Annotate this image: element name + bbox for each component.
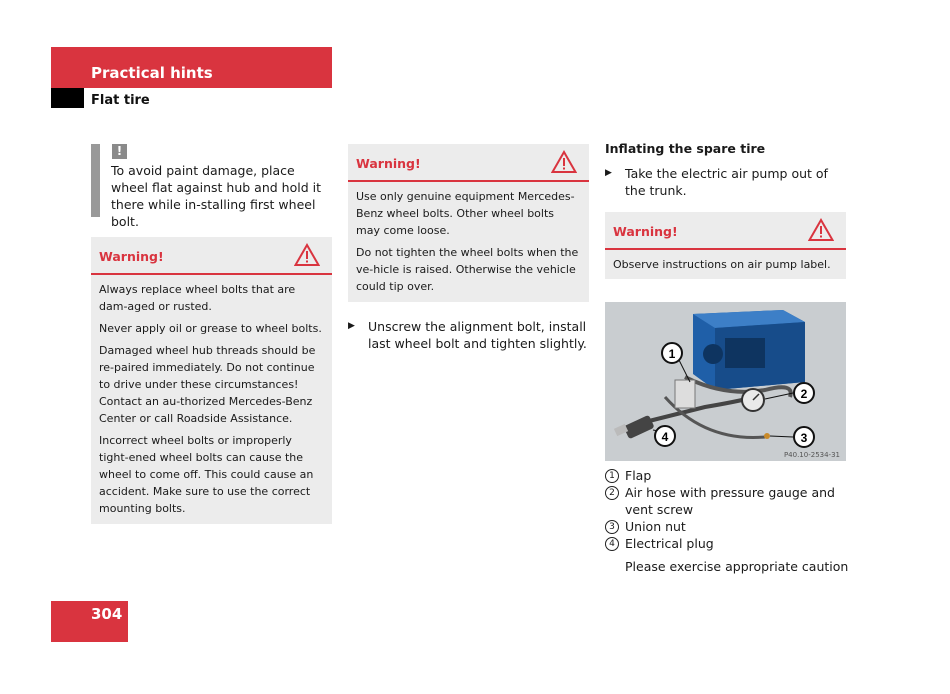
callout-3: [794, 427, 814, 447]
inflating-title: Inflating the spare tire: [605, 141, 766, 156]
figure-legend: [605, 467, 850, 552]
warning-body: [348, 182, 589, 304]
warning-label: Warning!: [613, 224, 678, 239]
svg-text:1: 1: [668, 347, 676, 361]
step-text: Unscrew the alignment bolt, install last wheel bolt and tighten slightly.: [368, 319, 587, 351]
figure-reference: P40.10-2534-31: [783, 451, 840, 459]
legend-number: 3: [605, 520, 619, 534]
warning-body: [605, 250, 846, 282]
legend-item: [605, 467, 850, 484]
warning-triangle-icon: [808, 218, 834, 242]
bullet-arrow-icon: ▶: [348, 321, 355, 331]
page-number: 304: [91, 605, 123, 623]
note-text: To avoid paint damage, place wheel flat against hub and hold it there while in-stalling first wheel bolt.: [111, 163, 321, 229]
subsection-marker: [51, 88, 84, 108]
legend-text: Air hose with pressure gauge and vent screw: [625, 485, 835, 517]
warning-box-1: [91, 237, 332, 524]
warning-paragraph: Damaged wheel hub threads should be re-paired immediately. Do not continue to drive under these circumstances! Contact an au-thorized Mercedes-Benz Center or call Roadside Assistance.: [99, 344, 316, 425]
legend-number: 4: [605, 537, 619, 551]
step-unscrew: [348, 318, 590, 352]
legend-text: Electrical plug: [625, 536, 714, 551]
warning-body: [91, 275, 332, 526]
legend-item: [605, 518, 850, 535]
note-bar: [91, 144, 100, 217]
callout-4: [655, 426, 675, 446]
legend-item: [605, 535, 850, 552]
callout-2: [794, 383, 814, 403]
warning-paragraph: Never apply oil or grease to wheel bolts.: [99, 322, 322, 335]
legend-number: 1: [605, 469, 619, 483]
warning-paragraph: Do not tighten the wheel bolts when the ve-hicle is raised. Otherwise the vehicle could tip over.: [356, 246, 579, 293]
air-pump-illustration: [605, 302, 846, 461]
warning-header: [91, 237, 332, 275]
warning-paragraph: Observe instructions on air pump label.: [613, 258, 831, 271]
warning-paragraph: Use only genuine equipment Mercedes-Benz wheel bolts. Other wheel bolts may come loose.: [356, 190, 575, 237]
legend-item: [605, 484, 850, 518]
warning-box-2: [348, 144, 589, 302]
svg-text:2: 2: [800, 387, 808, 401]
warning-header: [348, 144, 589, 182]
exclamation-icon: !: [112, 144, 127, 159]
warning-triangle-icon: [551, 150, 577, 174]
legend-number: 2: [605, 486, 619, 500]
warning-paragraph: Always replace wheel bolts that are dam-aged or rusted.: [99, 283, 296, 313]
step-text: Take the electric air pump out of the trunk.: [625, 166, 828, 198]
step-take-pump: [605, 165, 847, 199]
warning-header: [605, 212, 846, 250]
svg-text:4: 4: [661, 430, 669, 444]
warning-box-3: [605, 212, 846, 279]
warning-label: Warning!: [356, 156, 421, 171]
air-pump-photo: [605, 302, 846, 461]
subsection-title: Flat tire: [91, 93, 150, 108]
legend-text: Flap: [625, 468, 652, 483]
warning-paragraph: Incorrect wheel bolts or improperly tight-ened wheel bolts can cause the wheel to come off. This could cause an accident. Make sure to use the correct mounting bolts.: [99, 434, 314, 515]
caution-text: Please exercise appropriate caution: [625, 559, 849, 574]
legend-text: Union nut: [625, 519, 686, 534]
bullet-arrow-icon: ▶: [605, 168, 612, 178]
callout-1: [662, 343, 682, 363]
svg-text:3: 3: [800, 431, 808, 445]
warning-triangle-icon: [294, 243, 320, 267]
section-title: Practical hints: [91, 64, 213, 82]
warning-label: Warning!: [99, 249, 164, 264]
